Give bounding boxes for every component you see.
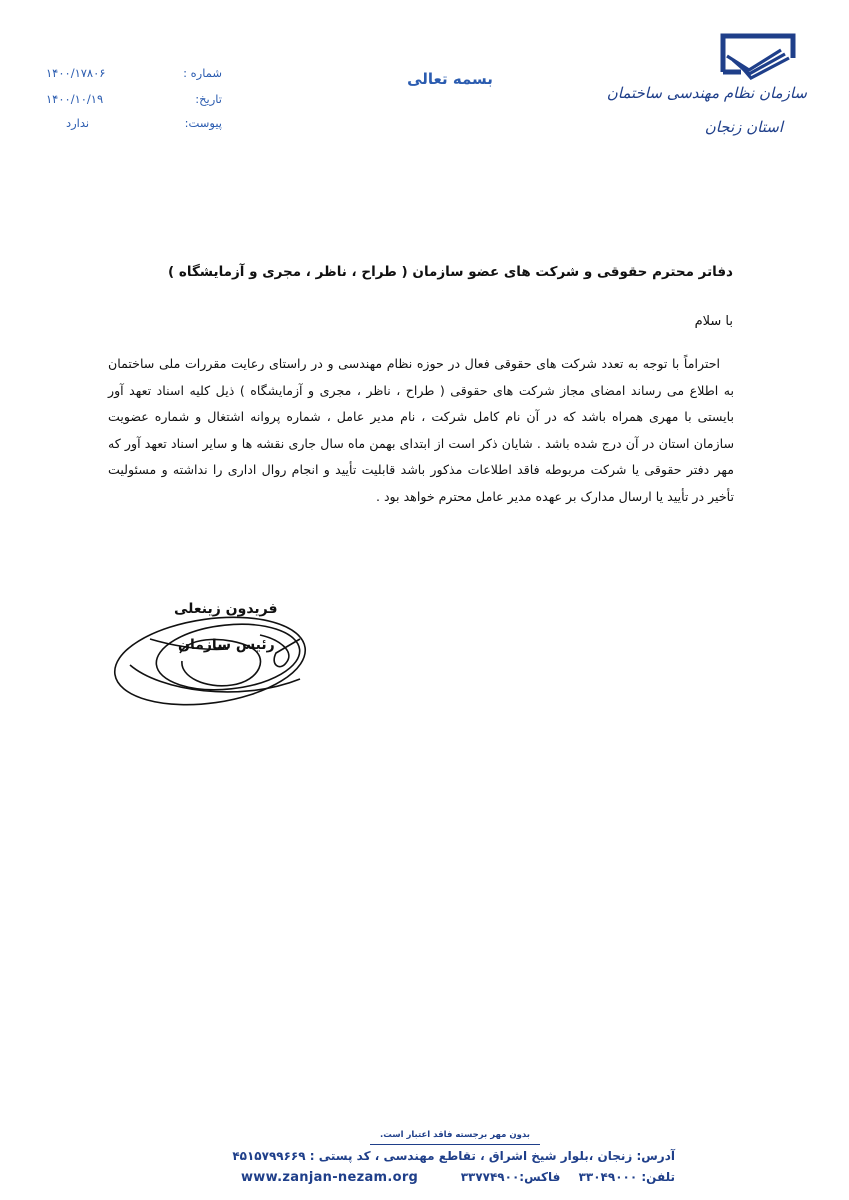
- footer-contact: [447, 1170, 675, 1184]
- letter-heading: بسمه تعالی: [407, 70, 493, 88]
- letter-footer: [232, 1130, 675, 1190]
- organization-logo: [606, 28, 809, 153]
- logo-province-name: استان زنجان: [704, 118, 783, 136]
- letter-body: احتراماً با توجه به تعدد شرکت های حقوقی فعال در حوزه نظام مهندسی و در راستای رعایت مقررات ملی ساختمان به اطلاع می رساند امضای مجاز شرکت های حقوقی ( طراح ، ناظر ، مجری و آزمایشگاه ) ذیل کلیه اسناد تعهد آور بایستی با مهری همراه باشد که در آن نام کامل شرکت ، نام مدیر عامل ، شماره پروانه اشتغال و شماره عضویت سازمان استان در آن درج شده باشد . شایان ذکر است از ابتدای بهمن ماه سال جاری نقشه ها و سایر اسناد تعهد آور که مهر دفتر حقوقی یا شرکت مربوطه فاقد اطلاعات مذکور باشد قابلیت تأیید و انجام روال اداری را نداشته و مسئولیت تأخیر در تأیید یا ارسال مدارک بر عهده مدیر عامل محترم خواهد بود .: [108, 356, 734, 504]
- signer-name: فریدون زینعلی: [174, 601, 278, 617]
- meta-number-row: [40, 66, 230, 86]
- signature-block: [110, 595, 320, 710]
- footer-address: آدرس: زنجان ،بلوار شیخ اشراق ، تقاطع مهندسی ، کد پستی : ۴۵۱۵۷۹۹۶۶۹: [232, 1149, 675, 1163]
- letter-recipient: دفاتر محترم حقوقی و شرکت های عضو سازمان ( طراح ، ناظر ، مجری و آزمایشگاه ): [168, 264, 733, 280]
- meta-number-value: ۱۴۰۰/۱۷۸۰۶: [46, 66, 106, 80]
- letter-meta: [40, 66, 230, 136]
- footer-validity-note: بدون مهر برجسته فاقد اعتبار است.: [380, 1130, 530, 1140]
- footer-divider: [370, 1144, 540, 1145]
- meta-date-row: [40, 92, 230, 112]
- footer-fax: فاکس:۳۳۷۷۴۹۰۰: [460, 1170, 561, 1184]
- footer-website-link[interactable]: www.zanjan-nezam.org: [241, 1170, 419, 1185]
- meta-date-label: تاریخ:: [195, 92, 222, 106]
- meta-date-value: ۱۴۰۰/۱۰/۱۹: [46, 92, 104, 106]
- signer-title: رئیس سازمان: [178, 637, 275, 653]
- meta-attachment-value: ندارد: [66, 116, 90, 130]
- logo-organization-name: سازمان نظام مهندسی ساختمان: [606, 84, 807, 102]
- letter-greeting: با سلام: [694, 314, 733, 329]
- footer-phone: تلفن: ۳۳۰۴۹۰۰۰: [578, 1170, 675, 1184]
- meta-attachment-row: [40, 116, 230, 136]
- meta-number-label: شماره :: [183, 66, 222, 80]
- meta-attachment-label: پیوست:: [184, 116, 222, 130]
